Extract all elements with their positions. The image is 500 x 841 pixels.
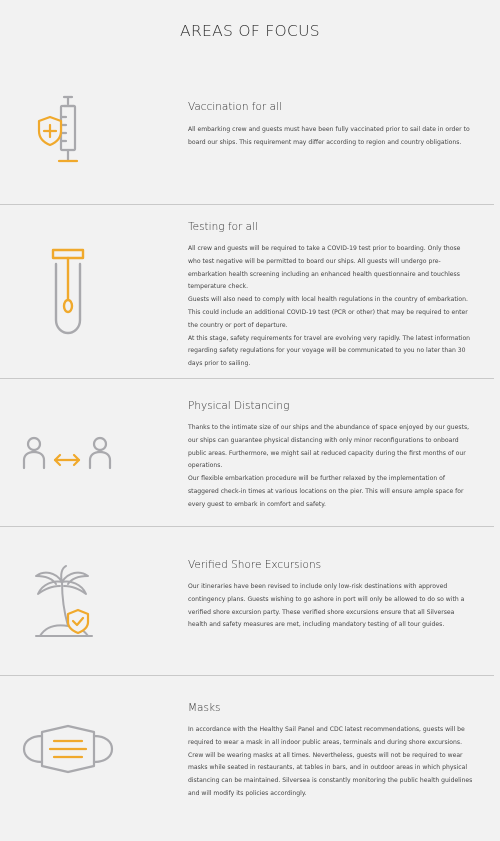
section-body-masks <box>188 724 474 801</box>
paragraph: Our flexible embarkation procedure will be further relaxed by the implementation of staggered check-in times at various locations on the pier. This will ensure ample space for every guest to embark in comfort and safety. <box>188 475 464 508</box>
paragraph: All embarking crew and guests must have been fully vaccinated prior to sail date in order to board our ships. This requirement may differ according to region and country obligations. <box>188 126 470 146</box>
paragraph: In accordance with the Healthy Sail Panel and CDC latest recommendations, guests will be required to wear a mask in all indoor public areas, terminals and during shore excursions. Crew will be wearing masks at all times. Nevertheless, guests will not be required to wear masks while seated in restaurants, at tables in bars, and in outdoor areas in which physical distancing can be maintained. Silversea is constantly monitoring the public health guidelines and will modify its policies accordingly. <box>188 726 473 797</box>
section-divider <box>0 378 494 379</box>
page-title: AREAS OF FOCUS <box>180 22 320 40</box>
face-mask-icon <box>20 724 116 774</box>
section-body-shore-excursions <box>188 581 474 632</box>
paragraph: Our itineraries have been revised to include only low-risk destinations with approved contingency plans. Guests wishing to go ashore in port will only be allowed to do so with a verified shore excursion party. These verified shore excursions ensure that all Silversea health and safety measures are met, including mandatory testing of all tour guides. <box>188 583 465 629</box>
section-divider <box>0 204 494 205</box>
section-heading-vaccination: Vaccination for all <box>188 101 282 113</box>
syringe-shield-icon <box>38 95 86 167</box>
section-body-vaccination <box>188 124 474 150</box>
section-divider <box>0 675 494 676</box>
section-heading-shore-excursions: Verified Shore Excursions <box>188 559 322 571</box>
section-heading-masks: Masks <box>188 702 221 714</box>
people-distance-icon <box>22 436 114 470</box>
paragraph: Thanks to the intimate size of our ships and the abundance of space enjoyed by our guests, our ships can guarantee physical distancing with only minor reconfigurations to onboard public areas. Furthermore, we might sail at reduced capacity during the first months of our operations. <box>188 424 470 470</box>
section-heading-physical-distancing: Physical Distancing <box>188 400 290 412</box>
section-body-testing <box>188 243 474 371</box>
paragraph: At this stage, safety requirements for travel are evolving very rapidly. The latest information regarding safety regulations for your voyage will be communicated to you no later than 30 days prior to sailing. <box>188 334 471 368</box>
section-heading-testing: Testing for all <box>188 221 258 233</box>
section-divider <box>0 526 494 527</box>
paragraph: All crew and guests will be required to take a COVID-19 test prior to boarding. Only those who test negative will be permitted to board our ships. All guests will undergo pre-embarkation health screening including an enhanced health questionnaire and touchless temperature check. <box>188 245 461 291</box>
section-body-physical-distancing <box>188 422 474 512</box>
paragraph: Guests will also need to comply with local health regulations in the country of embarkation. This could include an additional COVID-19 test (PCR or other) that may be required to enter the country or port of departure. <box>188 296 468 329</box>
palm-island-shield-icon <box>32 564 98 638</box>
test-tube-swab-icon <box>52 248 84 336</box>
